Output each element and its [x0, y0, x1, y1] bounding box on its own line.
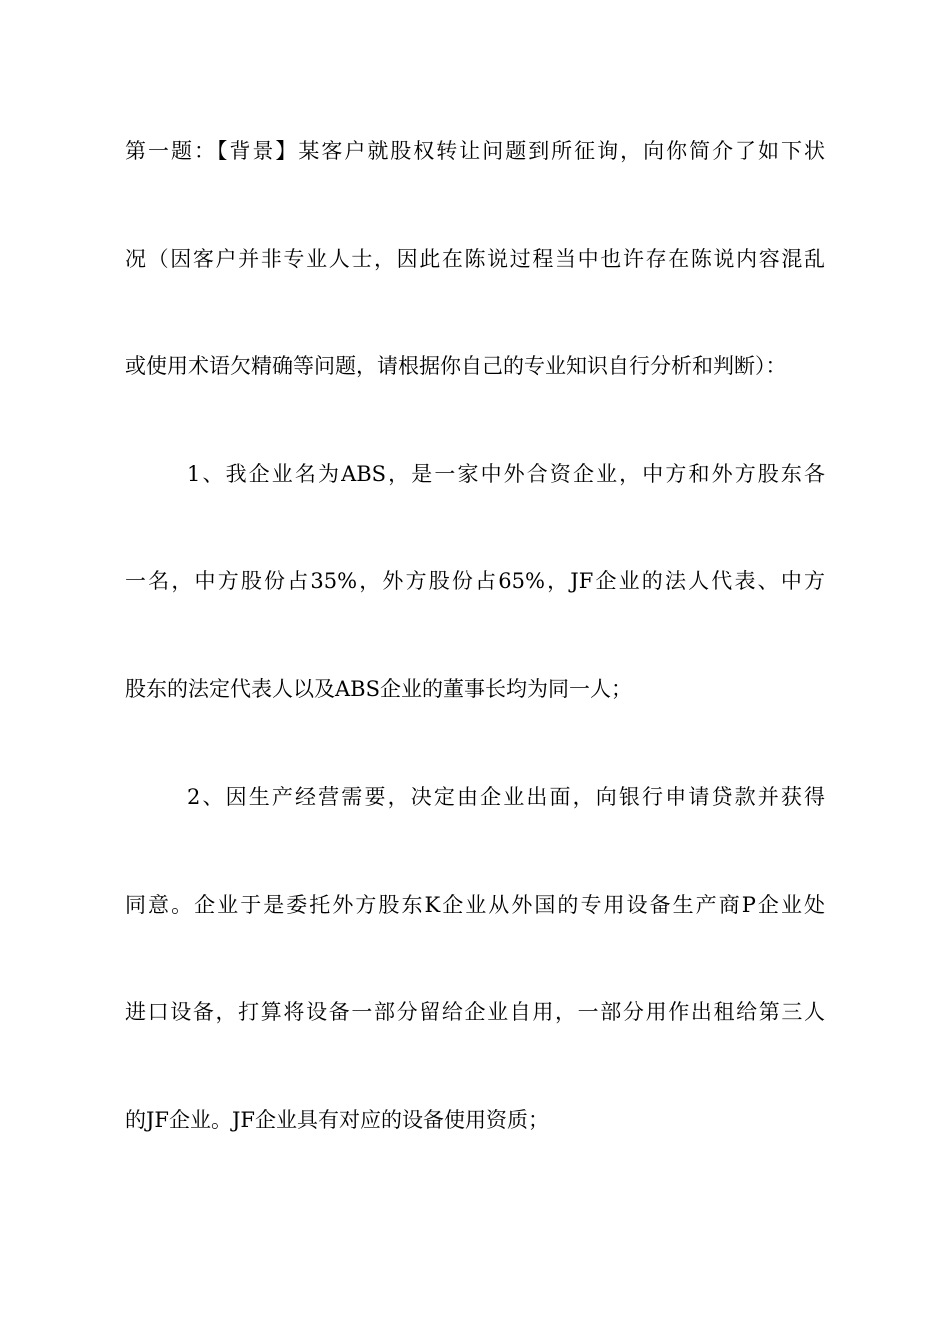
paragraph-line-10: 的JF企业。JF企业具有对应的设备使用资质； — [125, 1108, 549, 1132]
paragraph-line-1: 第一题：【背景】某客户就股权转让问题到所征询，向你简介了如下状 — [125, 139, 825, 163]
paragraph-line-3: 或使用术语欠精确等问题，请根据你自己的专业知识自行分析和判断）： — [125, 354, 787, 378]
paragraph-line-4: 1、我企业名为ABS，是一家中外合资企业，中方和外方股东各 — [187, 462, 825, 486]
paragraph-line-7: 2、因生产经营需要，决定由企业出面，向银行申请贷款并获得 — [187, 785, 825, 809]
paragraph-line-8: 同意。企业于是委托外方股东K企业从外国的专用设备生产商P企业处 — [125, 893, 825, 917]
paragraph-line-6: 股东的法定代表人以及ABS企业的董事长均为同一人； — [125, 677, 632, 701]
paragraph-line-5: 一名，中方股份占35%，外方股份占65%，JF企业的法人代表、中方 — [125, 569, 825, 593]
paragraph-line-2: 况（因客户并非专业人士，因此在陈说过程当中也许存在陈说内容混乱 — [125, 247, 825, 271]
paragraph-line-9: 进口设备，打算将设备一部分留给企业自用，一部分用作出租给第三人 — [125, 1000, 825, 1024]
